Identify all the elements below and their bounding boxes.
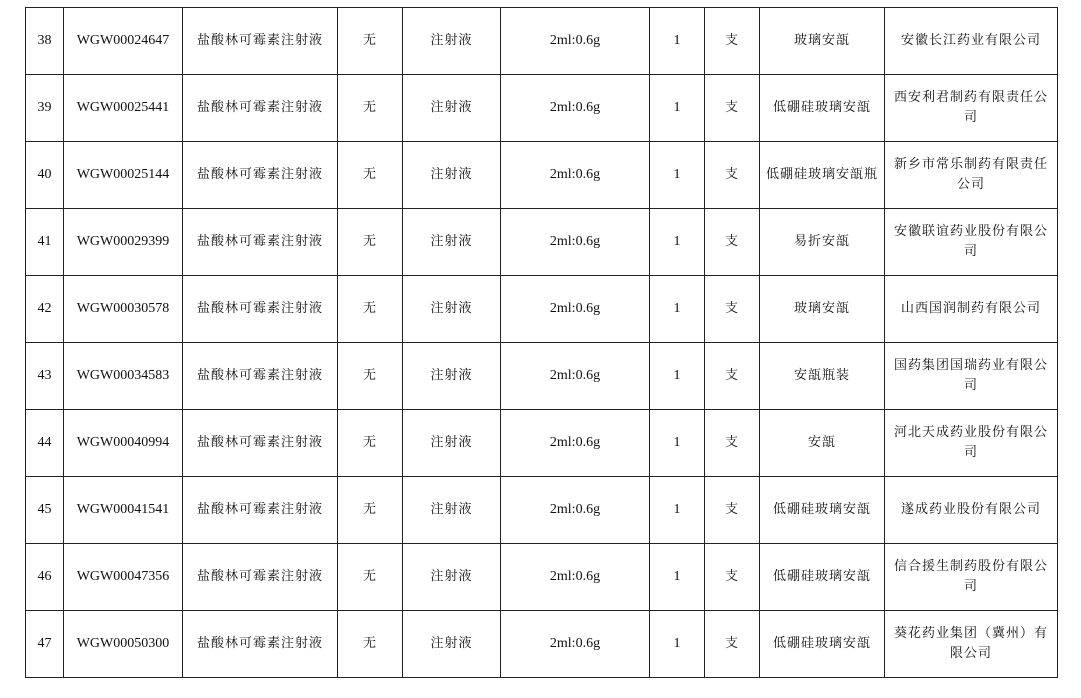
cell-specification: 2ml:0.6g: [501, 276, 650, 343]
cell-manufacturer: 河北天成药业股份有限公司: [885, 410, 1058, 477]
cell-packaging: 安瓿瓶装: [760, 343, 885, 410]
cell-drug-name: 盐酸林可霉素注射液: [183, 611, 338, 678]
cell-manufacturer: 国药集团国瑞药业有限公司: [885, 343, 1058, 410]
cell-drug-name: 盐酸林可霉素注射液: [183, 276, 338, 343]
cell-specification: 2ml:0.6g: [501, 75, 650, 142]
table-body: [26, 8, 1058, 678]
table-row: [26, 276, 1058, 343]
cell-manufacturer: 山西国润制药有限公司: [885, 276, 1058, 343]
cell-conversion-quantity: 1: [650, 477, 705, 544]
cell-packaging: 低硼硅玻璃安瓿瓶: [760, 142, 885, 209]
cell-attribute: 无: [338, 8, 403, 75]
cell-manufacturer: 西安利君制药有限责任公司: [885, 75, 1058, 142]
cell-attribute: 无: [338, 410, 403, 477]
cell-drug-code: WGW00040994: [64, 410, 183, 477]
cell-unit: 支: [705, 276, 760, 343]
cell-dosage-form: 注射液: [403, 410, 501, 477]
cell-conversion-quantity: 1: [650, 544, 705, 611]
cell-dosage-form: 注射液: [403, 276, 501, 343]
cell-drug-name: 盐酸林可霉素注射液: [183, 477, 338, 544]
cell-dosage-form: 注射液: [403, 142, 501, 209]
table-row: [26, 544, 1058, 611]
cell-unit: 支: [705, 477, 760, 544]
cell-unit: 支: [705, 343, 760, 410]
cell-specification: 2ml:0.6g: [501, 343, 650, 410]
cell-dosage-form: 注射液: [403, 75, 501, 142]
cell-packaging: 安瓿: [760, 410, 885, 477]
cell-packaging: 低硼硅玻璃安瓿: [760, 611, 885, 678]
cell-specification: 2ml:0.6g: [501, 209, 650, 276]
cell-dosage-form: 注射液: [403, 477, 501, 544]
cell-dosage-form: 注射液: [403, 8, 501, 75]
table-row: [26, 343, 1058, 410]
table-row: [26, 8, 1058, 75]
cell-dosage-form: 注射液: [403, 343, 501, 410]
table-row: [26, 75, 1058, 142]
cell-drug-code: WGW00030578: [64, 276, 183, 343]
cell-drug-code: WGW00029399: [64, 209, 183, 276]
cell-attribute: 无: [338, 611, 403, 678]
cell-unit: 支: [705, 8, 760, 75]
cell-drug-name: 盐酸林可霉素注射液: [183, 343, 338, 410]
cell-conversion-quantity: 1: [650, 75, 705, 142]
cell-drug-code: WGW00050300: [64, 611, 183, 678]
cell-serial-number: 44: [26, 410, 64, 477]
cell-specification: 2ml:0.6g: [501, 410, 650, 477]
cell-drug-name: 盐酸林可霉素注射液: [183, 8, 338, 75]
cell-unit: 支: [705, 544, 760, 611]
cell-packaging: 玻璃安瓿: [760, 8, 885, 75]
cell-specification: 2ml:0.6g: [501, 611, 650, 678]
cell-serial-number: 47: [26, 611, 64, 678]
drug-catalog-table: [25, 7, 1058, 678]
cell-manufacturer: 信合援生制药股份有限公司: [885, 544, 1058, 611]
cell-drug-code: WGW00041541: [64, 477, 183, 544]
cell-dosage-form: 注射液: [403, 611, 501, 678]
cell-attribute: 无: [338, 142, 403, 209]
cell-unit: 支: [705, 209, 760, 276]
cell-specification: 2ml:0.6g: [501, 544, 650, 611]
cell-drug-code: WGW00034583: [64, 343, 183, 410]
cell-specification: 2ml:0.6g: [501, 142, 650, 209]
cell-conversion-quantity: 1: [650, 276, 705, 343]
cell-conversion-quantity: 1: [650, 410, 705, 477]
table-row: [26, 611, 1058, 678]
cell-conversion-quantity: 1: [650, 142, 705, 209]
table-row: [26, 410, 1058, 477]
table-row: [26, 142, 1058, 209]
cell-specification: 2ml:0.6g: [501, 477, 650, 544]
cell-attribute: 无: [338, 75, 403, 142]
cell-unit: 支: [705, 142, 760, 209]
cell-drug-name: 盐酸林可霉素注射液: [183, 142, 338, 209]
cell-serial-number: 46: [26, 544, 64, 611]
cell-conversion-quantity: 1: [650, 611, 705, 678]
cell-serial-number: 38: [26, 8, 64, 75]
cell-drug-code: WGW00025144: [64, 142, 183, 209]
cell-attribute: 无: [338, 477, 403, 544]
cell-packaging: 低硼硅玻璃安瓿: [760, 544, 885, 611]
cell-conversion-quantity: 1: [650, 343, 705, 410]
cell-drug-name: 盐酸林可霉素注射液: [183, 410, 338, 477]
cell-serial-number: 43: [26, 343, 64, 410]
cell-unit: 支: [705, 410, 760, 477]
cell-unit: 支: [705, 611, 760, 678]
cell-dosage-form: 注射液: [403, 209, 501, 276]
cell-specification: 2ml:0.6g: [501, 8, 650, 75]
table-row: [26, 477, 1058, 544]
cell-manufacturer: 新乡市常乐制药有限责任公司: [885, 142, 1058, 209]
cell-serial-number: 41: [26, 209, 64, 276]
cell-serial-number: 40: [26, 142, 64, 209]
cell-drug-name: 盐酸林可霉素注射液: [183, 544, 338, 611]
cell-manufacturer: 遂成药业股份有限公司: [885, 477, 1058, 544]
cell-unit: 支: [705, 75, 760, 142]
cell-packaging: 易折安瓿: [760, 209, 885, 276]
cell-attribute: 无: [338, 276, 403, 343]
cell-manufacturer: 安徽联谊药业股份有限公司: [885, 209, 1058, 276]
cell-manufacturer: 安徽长江药业有限公司: [885, 8, 1058, 75]
cell-packaging: 低硼硅玻璃安瓿: [760, 477, 885, 544]
cell-drug-code: WGW00025441: [64, 75, 183, 142]
cell-drug-code: WGW00047356: [64, 544, 183, 611]
cell-manufacturer: 葵花药业集团（冀州）有限公司: [885, 611, 1058, 678]
cell-attribute: 无: [338, 544, 403, 611]
table-row: [26, 209, 1058, 276]
cell-serial-number: 42: [26, 276, 64, 343]
cell-packaging: 玻璃安瓿: [760, 276, 885, 343]
cell-drug-name: 盐酸林可霉素注射液: [183, 209, 338, 276]
cell-drug-code: WGW00024647: [64, 8, 183, 75]
cell-attribute: 无: [338, 343, 403, 410]
cell-drug-name: 盐酸林可霉素注射液: [183, 75, 338, 142]
cell-conversion-quantity: 1: [650, 8, 705, 75]
cell-serial-number: 45: [26, 477, 64, 544]
cell-attribute: 无: [338, 209, 403, 276]
cell-serial-number: 39: [26, 75, 64, 142]
cell-conversion-quantity: 1: [650, 209, 705, 276]
cell-packaging: 低硼硅玻璃安瓿: [760, 75, 885, 142]
cell-dosage-form: 注射液: [403, 544, 501, 611]
